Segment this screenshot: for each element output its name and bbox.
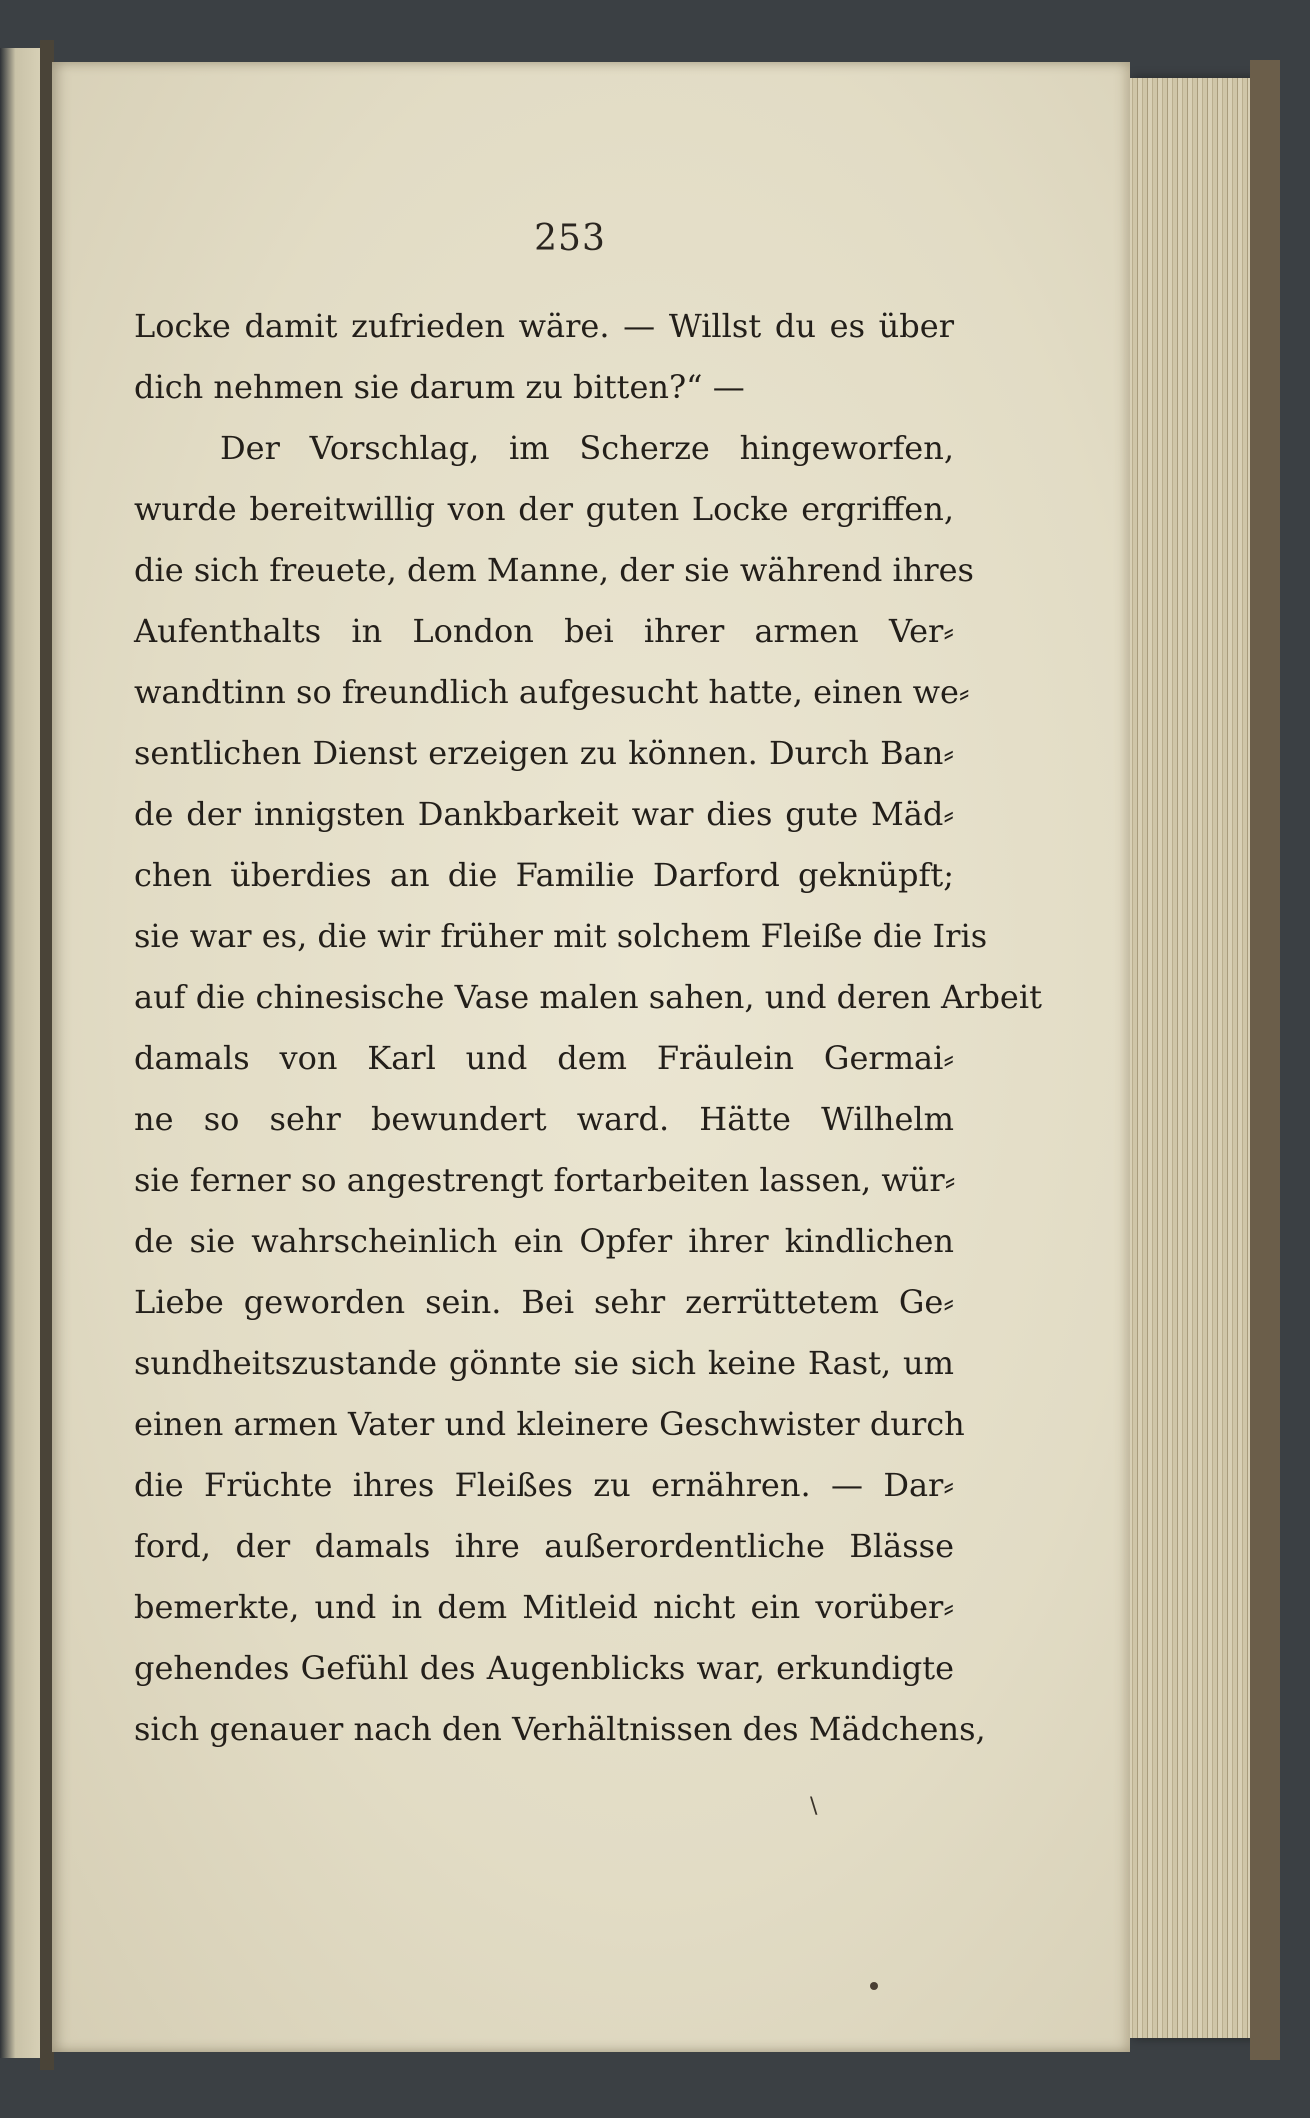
text-line: bemerkte, und in dem Mitleid nicht ein vorüber⸗ [134, 1588, 954, 1626]
text-line: sie ferner so angestrengt fortarbeiten lassen, wür⸗ [134, 1161, 956, 1199]
text-line: damals von Karl und dem Fräulein Germai⸗ [134, 1039, 954, 1077]
text-line: die sich freuete, dem Manne, der sie während ihres [134, 551, 974, 589]
text-line: Der Vorschlag, im Scherze hingeworfen, [220, 429, 954, 467]
text-line: sundheitszustande gönnte sie sich keine Rast, um [134, 1344, 954, 1382]
stacked-page-edges [1128, 78, 1258, 2038]
text-line: die Früchte ihres Fleißes zu ernähren. — Dar⸗ [134, 1466, 954, 1504]
text-line: ford, der damals ihre außerordentliche Blässe [134, 1527, 954, 1565]
text-line: Locke damit zufrieden wäre. — Willst du es über [134, 307, 954, 345]
page-number: 253 [534, 218, 606, 259]
text-line: ne so sehr bewundert ward. Hätte Wilhelm [134, 1100, 954, 1138]
left-facing-page-edge [0, 48, 44, 2058]
text-line: sentlichen Dienst erzeigen zu können. Durch Ban⸗ [134, 734, 954, 772]
text-line: chen überdies an die Familie Darford geknüpft; [134, 856, 954, 894]
text-line: wandtinn so freundlich aufgesucht hatte, einen we⸗ [134, 673, 970, 711]
text-line: wurde bereitwillig von der guten Locke ergriffen, [134, 490, 954, 528]
text-line: dich nehmen sie darum zu bitten?“ — [134, 368, 745, 406]
text-line: auf die chinesische Vase malen sahen, und deren Arbeit [134, 978, 1042, 1016]
body-text [134, 296, 1042, 1760]
text-line: Liebe geworden sein. Bei sehr zerrüttetem Ge⸗ [134, 1283, 954, 1321]
stray-pen-mark: \ [810, 1794, 818, 1819]
text-line: sie war es, die wir früher mit solchem Fleiße die Iris [134, 917, 988, 955]
text-line: Aufenthalts in London bei ihrer armen Ver⸗ [134, 612, 954, 650]
text-line: einen armen Vater und kleinere Geschwister durch [134, 1405, 965, 1443]
stray-ink-dot [870, 1982, 878, 1990]
text-line: de sie wahrscheinlich ein Opfer ihrer kindlichen [134, 1222, 954, 1260]
text-line: de der innigsten Dankbarkeit war dies gute Mäd⸗ [134, 795, 954, 833]
text-line: gehendes Gefühl des Augenblicks war, erkundigte [134, 1649, 954, 1687]
book-cover-edge [1250, 60, 1280, 2060]
text-line: sich genauer nach den Verhältnissen des Mädchens, [134, 1710, 986, 1748]
